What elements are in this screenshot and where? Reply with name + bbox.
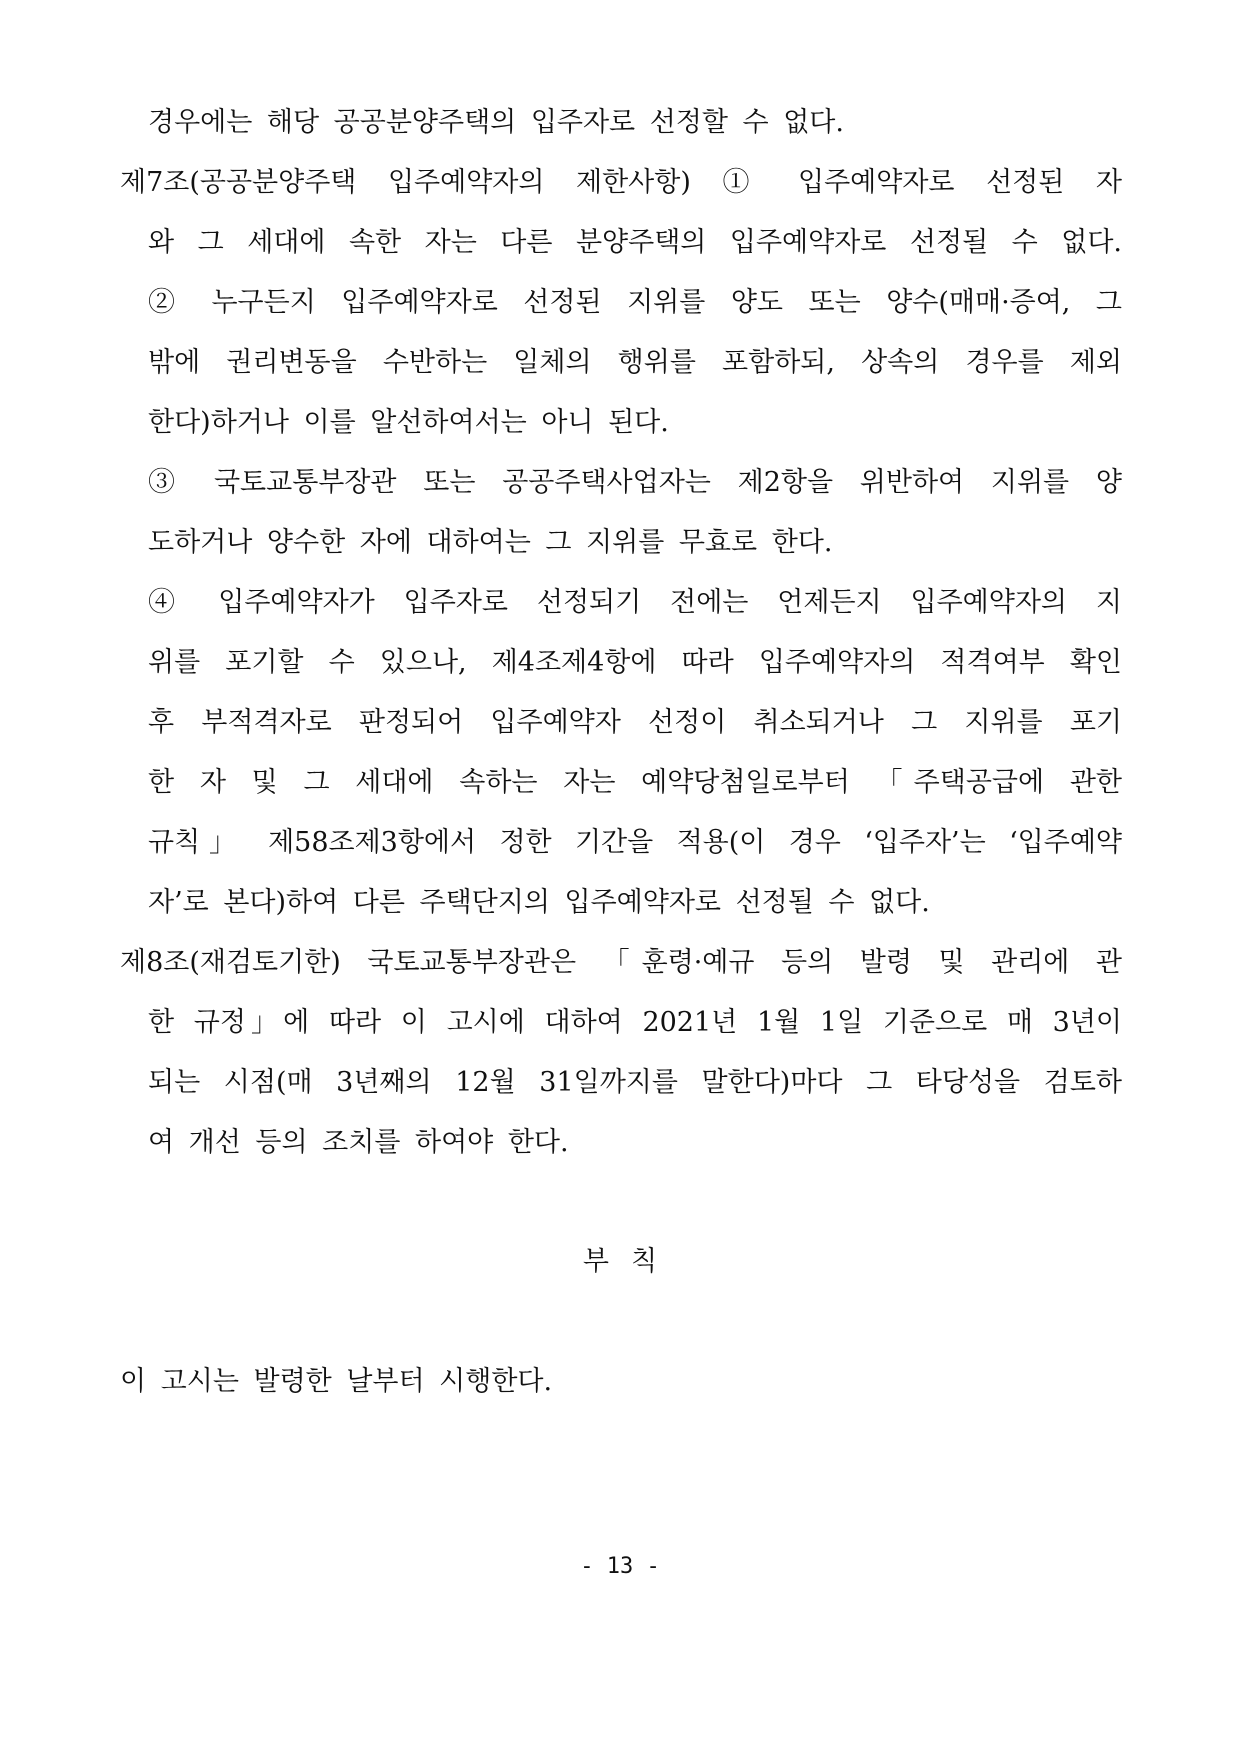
- addenda-text: 이 고시는 발령한 날부터 시행한다.: [120, 1366, 553, 1397]
- body-line: 규칙」 제58조제3항에서 정한 기간을 적용(이 경우 ‘입주자’는 ‘입주예약: [148, 827, 1122, 858]
- body-line: 밖에 권리변동을 수반하는 일체의 행위를 포함하되, 상속의 경우를 제외: [148, 347, 1122, 378]
- body-line: 위를 포기할 수 있으나, 제4조제4항에 따라 입주예약자의 적격여부 확인: [148, 647, 1122, 678]
- body-line: ④ 입주예약자가 입주자로 선정되기 전에는 언제든지 입주예약자의 지: [148, 587, 1122, 618]
- article-8-heading-line: 제8조(재검토기한) 국토교통부장관은 「훈령·예규 등의 발령 및 관리에 관: [120, 947, 1122, 978]
- article-7-heading-line: 제7조(공공분양주택 입주예약자의 제한사항) ① 입주예약자로 선정된 자: [120, 167, 1122, 198]
- body-line: 한 규정」에 따라 이 고시에 대하여 2021년 1월 1일 기준으로 매 3년이: [148, 1007, 1122, 1038]
- body-line: 자’로 본다)하여 다른 주택단지의 입주예약자로 선정될 수 없다.: [148, 887, 930, 918]
- addenda-heading: 부칙: [582, 1246, 680, 1277]
- body-line: 한다)하거나 이를 알선하여서는 아니 된다.: [148, 407, 669, 438]
- body-line: 한 자 및 그 세대에 속하는 자는 예약당첨일로부터 「주택공급에 관한: [148, 767, 1122, 798]
- body-line: 와 그 세대에 속한 자는 다른 분양주택의 입주예약자로 선정될 수 없다.: [148, 227, 1122, 258]
- body-line: 후 부적격자로 판정되어 입주예약자 선정이 취소되거나 그 지위를 포기: [148, 707, 1122, 738]
- body-line: 되는 시점(매 3년째의 12월 31일까지를 말한다)마다 그 타당성을 검토하: [148, 1067, 1122, 1098]
- body-line: ③ 국토교통부장관 또는 공공주택사업자는 제2항을 위반하여 지위를 양: [148, 467, 1122, 498]
- body-line: ② 누구든지 입주예약자로 선정된 지위를 양도 또는 양수(매매·증여, 그: [148, 287, 1122, 318]
- body-line: 경우에는 해당 공공분양주택의 입주자로 선정할 수 없다.: [148, 107, 844, 138]
- page-number: - 13 -: [580, 1554, 660, 1579]
- body-line: 도하거나 양수한 자에 대하여는 그 지위를 무효로 한다.: [148, 527, 833, 558]
- body-line: 여 개선 등의 조치를 하여야 한다.: [148, 1127, 569, 1158]
